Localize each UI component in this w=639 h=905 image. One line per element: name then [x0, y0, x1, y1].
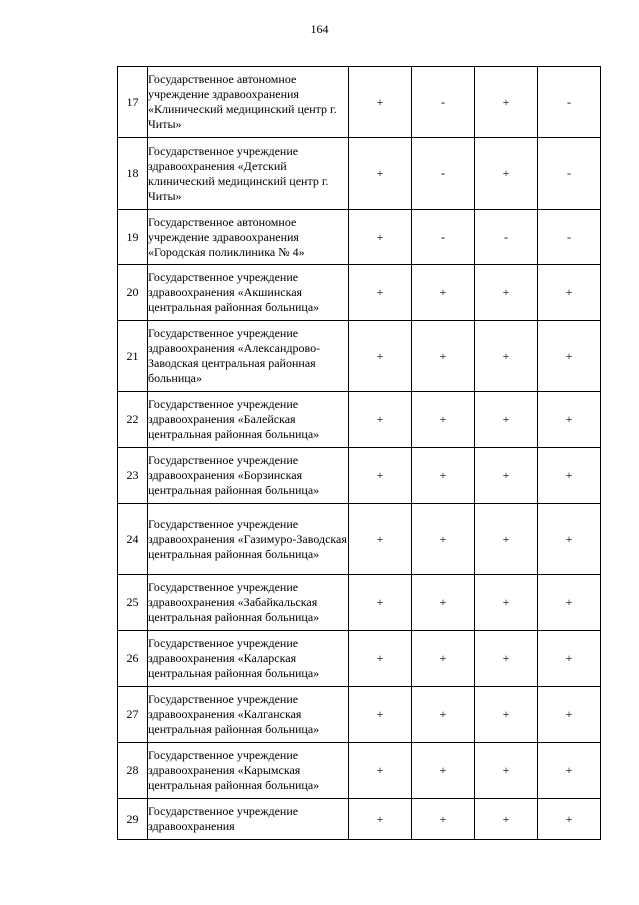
table-row [118, 448, 601, 504]
institution-name: Государственное учреждение здравоохранения «Калганская центральная районная больница» [148, 687, 349, 743]
table-row [118, 575, 601, 631]
mark-cell-1: + [349, 687, 412, 743]
mark-cell-3: + [475, 67, 538, 138]
mark-cell-4: - [538, 138, 601, 210]
row-number: 26 [118, 631, 148, 687]
table-row [118, 799, 601, 840]
institution-name: Государственное учреждение здравоохранения «Балейская центральная районная больница» [148, 392, 349, 448]
mark-cell-1: + [349, 321, 412, 392]
mark-cell-4: + [538, 575, 601, 631]
mark-cell-3: + [475, 631, 538, 687]
mark-cell-1: + [349, 210, 412, 265]
institution-name: Государственное учреждение здравоохранения «Каларская центральная районная больница» [148, 631, 349, 687]
table-row [118, 392, 601, 448]
table-row [118, 504, 601, 575]
page-number: 164 [310, 22, 329, 36]
mark-cell-4: + [538, 799, 601, 840]
mark-cell-4: + [538, 265, 601, 321]
mark-cell-1: + [349, 504, 412, 575]
institution-name: Государственное учреждение здравоохранения «Детский клинический медицинский центр г. Читы» [148, 138, 349, 210]
mark-cell-1: + [349, 392, 412, 448]
mark-cell-3: + [475, 321, 538, 392]
mark-cell-1: + [349, 67, 412, 138]
mark-cell-4: + [538, 504, 601, 575]
mark-cell-1: + [349, 265, 412, 321]
institution-name: Государственное учреждение здравоохранения «Акшинская центральная районная больница» [148, 265, 349, 321]
mark-cell-3: + [475, 799, 538, 840]
mark-cell-3: + [475, 575, 538, 631]
institution-name: Государственное учреждение здравоохранения «Карымская центральная районная больница» [148, 743, 349, 799]
mark-cell-2: + [412, 743, 475, 799]
table-row [118, 687, 601, 743]
mark-cell-4: + [538, 392, 601, 448]
row-number: 24 [118, 504, 148, 575]
row-number: 27 [118, 687, 148, 743]
mark-cell-4: + [538, 321, 601, 392]
table-row [118, 210, 601, 265]
mark-cell-2: - [412, 67, 475, 138]
institutions-table [117, 66, 601, 840]
institution-name: Государственное учреждение здравоохранения «Александрово-Заводская центральная районная больница» [148, 321, 349, 392]
table-row [118, 265, 601, 321]
row-number: 19 [118, 210, 148, 265]
mark-cell-3: + [475, 504, 538, 575]
mark-cell-3: + [475, 687, 538, 743]
mark-cell-3: - [475, 210, 538, 265]
table-row [118, 321, 601, 392]
row-number: 29 [118, 799, 148, 840]
mark-cell-1: + [349, 575, 412, 631]
institution-name: Государственное учреждение здравоохранения «Борзинская центральная районная больница» [148, 448, 349, 504]
mark-cell-2: + [412, 448, 475, 504]
row-number: 17 [118, 67, 148, 138]
row-number: 23 [118, 448, 148, 504]
mark-cell-2: + [412, 392, 475, 448]
mark-cell-1: + [349, 631, 412, 687]
institution-name: Государственное учреждение здравоохранения [148, 799, 349, 840]
mark-cell-4: + [538, 687, 601, 743]
mark-cell-2: + [412, 799, 475, 840]
row-number: 28 [118, 743, 148, 799]
institution-name: Государственное учреждение здравоохранения «Забайкальская центральная районная больница» [148, 575, 349, 631]
mark-cell-3: + [475, 743, 538, 799]
mark-cell-4: + [538, 448, 601, 504]
table-row [118, 743, 601, 799]
mark-cell-1: + [349, 743, 412, 799]
table-row [118, 67, 601, 138]
mark-cell-1: + [349, 799, 412, 840]
mark-cell-2: + [412, 504, 475, 575]
mark-cell-3: + [475, 392, 538, 448]
mark-cell-3: + [475, 138, 538, 210]
mark-cell-1: + [349, 448, 412, 504]
mark-cell-2: + [412, 575, 475, 631]
mark-cell-4: - [538, 67, 601, 138]
institution-name: Государственное учреждение здравоохранения «Газимуро-Заводская центральная районная больница» [148, 504, 349, 575]
mark-cell-3: + [475, 265, 538, 321]
mark-cell-1: + [349, 138, 412, 210]
row-number: 25 [118, 575, 148, 631]
row-number: 22 [118, 392, 148, 448]
table-body [118, 67, 601, 840]
mark-cell-2: - [412, 210, 475, 265]
mark-cell-2: - [412, 138, 475, 210]
table-row [118, 138, 601, 210]
mark-cell-2: + [412, 687, 475, 743]
mark-cell-4: + [538, 631, 601, 687]
mark-cell-2: + [412, 265, 475, 321]
row-number: 20 [118, 265, 148, 321]
mark-cell-2: + [412, 321, 475, 392]
table-row [118, 631, 601, 687]
institution-name: Государственное автономное учреждение здравоохранения «Городская поликлиника № 4» [148, 210, 349, 265]
mark-cell-2: + [412, 631, 475, 687]
institution-name: Государственное автономное учреждение здравоохранения «Клинический медицинский центр г. Читы» [148, 67, 349, 138]
mark-cell-4: - [538, 210, 601, 265]
mark-cell-3: + [475, 448, 538, 504]
mark-cell-4: + [538, 743, 601, 799]
row-number: 21 [118, 321, 148, 392]
row-number: 18 [118, 138, 148, 210]
